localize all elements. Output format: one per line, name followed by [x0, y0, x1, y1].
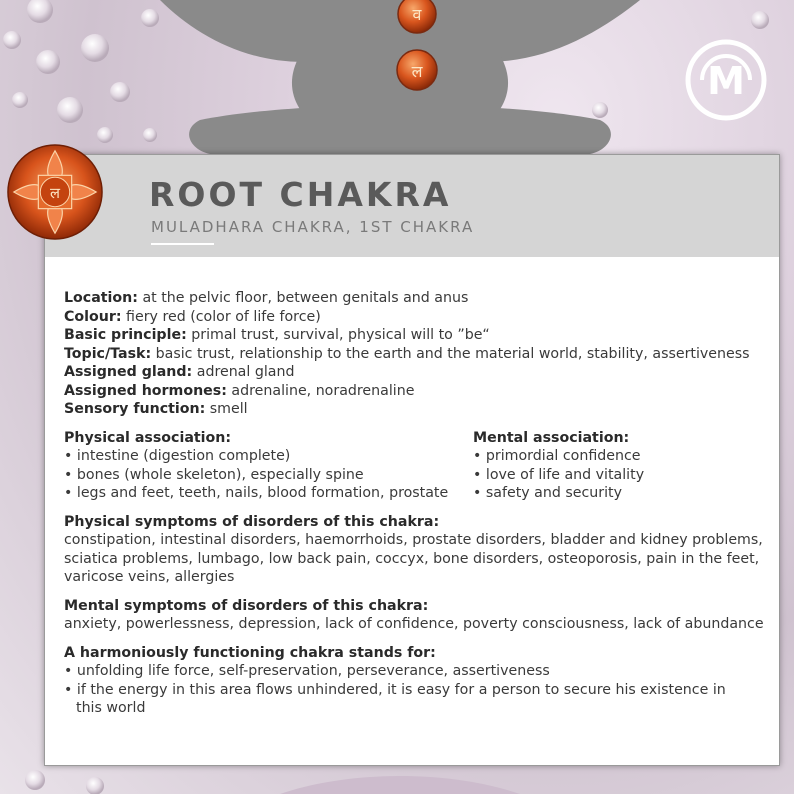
- root-chakra-emblem-icon: [6, 143, 104, 241]
- brand-m-logo-icon: [680, 34, 772, 126]
- physical-symptoms-heading: Physical symptoms of disorders of this chakra:: [64, 513, 440, 530]
- physical-symptoms: [64, 513, 776, 587]
- mental-symptoms-heading: Mental symptoms of disorders of this chakra:: [64, 597, 429, 614]
- subtitle-underline: [151, 243, 214, 245]
- svg-text:ल: ल: [50, 184, 60, 202]
- card-header: [45, 155, 779, 257]
- property-colour: Colour: fiery red (color of life force): [64, 308, 321, 325]
- properties-list: [64, 289, 776, 419]
- mental-association-heading: Mental association:: [473, 429, 630, 446]
- physical-symptoms-text: constipation, intestinal disorders, haemorrhoids, prostate disorders, bladder and kidney problems, sciatica problems, lumbago, low back pain, coccyx, bone disorders, osteoporosis, pain in the feet, varicose veins, allergies: [64, 532, 763, 585]
- list-item: • legs and feet, teeth, nails, blood formation, prostate: [64, 484, 473, 503]
- property-basic-principle: Basic principle: primal trust, survival, physical will to ”be“: [64, 327, 490, 343]
- property-topic-task: Topic/Task: basic trust, relationship to the earth and the material world, stability, assertiveness: [64, 345, 750, 362]
- physical-association: [64, 429, 473, 503]
- mental-symptoms-text: anxiety, powerlessness, depression, lack of confidence, poverty consciousness, lack of abundance: [64, 616, 764, 632]
- page-subtitle: MULADHARA CHAKRA, 1ST CHAKRA: [151, 218, 475, 236]
- property-location: Location: at the pelvic floor, between genitals and anus: [64, 290, 469, 306]
- list-item: • love of life and vitality: [473, 466, 776, 485]
- page-title: ROOT CHAKRA: [149, 175, 452, 214]
- harmonious-heading: A harmoniously functioning chakra stands for:: [64, 644, 436, 661]
- property-assigned-hormones: Assigned hormones: adrenaline, noradrenaline: [64, 382, 415, 399]
- associations: [64, 429, 776, 503]
- svg-text:ल: ल: [411, 62, 423, 81]
- list-item: • intestine (digestion complete): [64, 447, 473, 466]
- harmonious-chakra: [64, 644, 776, 718]
- mental-symptoms: [64, 597, 776, 634]
- brand-logo: [680, 34, 772, 126]
- svg-text:M: M: [707, 59, 745, 103]
- list-item: • safety and security: [473, 484, 776, 503]
- list-item: • bones (whole skeleton), especially spine: [64, 466, 473, 485]
- list-item: • unfolding life force, self-preservation, perseverance, assertiveness: [64, 662, 776, 681]
- list-item: • primordial confidence: [473, 447, 776, 466]
- info-card: [44, 154, 780, 766]
- property-assigned-gland: Assigned gland: adrenal gland: [64, 364, 295, 380]
- list-item: • if the energy in this area flows unhindered, it is easy for a person to secure his existence in this world: [64, 681, 776, 718]
- property-sensory-function: Sensory function: smell: [64, 401, 248, 417]
- card-content: [64, 289, 776, 718]
- mental-association: [473, 429, 776, 503]
- svg-text:व: व: [412, 5, 422, 24]
- physical-association-heading: Physical association:: [64, 429, 232, 446]
